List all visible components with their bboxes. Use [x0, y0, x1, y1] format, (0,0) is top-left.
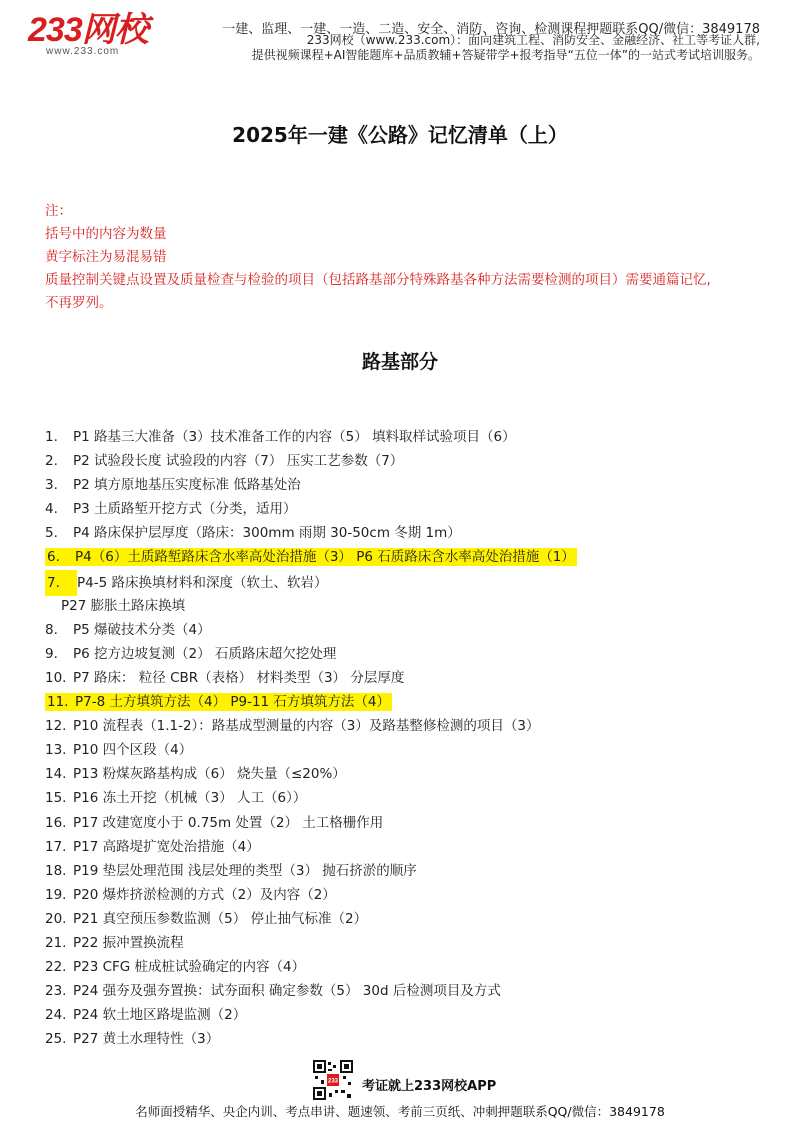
item-number: 17. [45, 838, 67, 855]
list-item [45, 786, 765, 810]
item-number: 8. [45, 621, 58, 638]
note-line: 不再罗列。 [45, 295, 113, 311]
list-item [45, 570, 765, 594]
list-item [45, 835, 765, 859]
logo [28, 12, 148, 60]
qr-logo: 233 [327, 1078, 339, 1085]
list-item [45, 1003, 765, 1027]
item-number: 7. [45, 570, 77, 596]
item-text: P2 填方原地基压实度标准 低路基处治 [73, 477, 301, 494]
item-number: 22. [45, 959, 67, 976]
section-title: 路基部分 [361, 351, 438, 373]
list-item [45, 449, 765, 473]
item-number: 14. [45, 766, 67, 783]
list-subitem [45, 594, 765, 618]
header-services-line: 提供视频课程+AI智能题库+品质教辅+答疑带学+报考指导“五位一体”的一站式考试培训服务。 [251, 48, 760, 62]
note-line: 括号中的内容为数量 [45, 226, 167, 242]
list-item [45, 714, 765, 738]
item-text: P22 振冲置换流程 [73, 934, 184, 951]
item-number: 13. [45, 742, 67, 759]
item-number: 25. [45, 1031, 67, 1048]
item-number: 1. [45, 429, 58, 445]
item-text: P6 挖方边坡复测（2） 石质路床超欠挖处理 [73, 645, 337, 662]
item-text: P19 垫层处理范围 浅层处理的类型（3） 抛石挤淤的顺序 [73, 862, 417, 879]
note-line: 质量控制关键点设置及质量检查与检验的项目（包括路基部分特殊路基各种方法需要检测的项目）需要通篇记忆, [45, 272, 711, 288]
list-item [45, 883, 765, 907]
item-text: P20 爆炸挤淤检测的方式（2）及内容（2） [73, 886, 336, 903]
item-text: P4-5 路床换填材料和深度（软土、软岩） [77, 574, 328, 591]
document-title: 2025年一建《公路》记忆清单（上） [232, 123, 568, 147]
list-item [45, 1027, 765, 1051]
item-text: P3 土质路堑开挖方式（分类，适用） [73, 501, 297, 518]
list-item [45, 738, 765, 762]
list-item [45, 931, 765, 955]
item-text: P23 CFG 桩成桩试验确定的内容（4） [73, 959, 306, 976]
item-number: 4. [45, 501, 58, 518]
list-item [45, 473, 765, 497]
item-text: P5 爆破技术分类（4） [73, 621, 211, 638]
list-item [45, 907, 765, 931]
item-text: P10 流程表（1.1-2）：路基成型测量的内容（3）及路基整修检测的项目（3） [73, 718, 540, 735]
qr-code-icon [313, 1060, 353, 1100]
header-contact-line: 一建、监理、一建、一造、二造、安全、消防、咨询、检测课程押题联系QQ/微信：3849178 [222, 22, 760, 37]
item-number: 11. [47, 694, 69, 711]
logo-url: www.233.com [46, 46, 120, 57]
item-number: 18. [45, 862, 67, 879]
item-text: P21 真空预压参数监测（5） 停止抽气标准（2） [73, 910, 368, 927]
note-line: 注： [45, 203, 72, 219]
item-text: P1 路基三大准备（3）技术准备工作的内容（5） 填料取样试验项目（6） [73, 429, 516, 445]
footer-app-text: 考证就上233网校APP [362, 1079, 497, 1094]
list-item [45, 497, 765, 521]
item-number: 19. [45, 886, 67, 903]
item-number: 9. [45, 645, 58, 662]
item-text: P13 粉煤灰路基构成（6） 烧失量（≤20%） [73, 766, 346, 783]
item-number: 23. [45, 983, 67, 1000]
item-number: 15. [45, 790, 67, 807]
item-number: 21. [45, 934, 67, 951]
header-intro-line: 233网校（www.233.com）：面向建筑工程、消防安全、金融经济、社工等考证人群, [306, 33, 760, 47]
item-number: 6. [47, 549, 60, 566]
memory-list [45, 425, 765, 1051]
item-number: 12. [45, 718, 67, 735]
item-text: P10 四个区段（4） [73, 742, 193, 759]
item-text: P4 路床保护层厚度（路床：300mm 雨期 30-50cm 冬期 1m） [73, 525, 461, 542]
item-text: P16 冻土开挖（机械（3） 人工（6）） [73, 790, 307, 807]
item-number: 5. [45, 525, 58, 542]
item-text: P2 试验段长度 试验段的内容（7） 压实工艺参数（7） [73, 453, 404, 470]
item-text: P17 改建宽度小于 0.75m 处置（2） 土工格栅作用 [73, 814, 384, 831]
list-item [45, 425, 765, 449]
footer-contact-line: 名师面授精华、央企内训、考点串讲、题速领、考前三页纸、冲刺押题联系QQ/微信：3849178 [135, 1104, 665, 1119]
item-text: P7-8 土方填筑方法（4） P9-11 石方填筑方法（4） [75, 694, 391, 711]
item-text: P24 软土地区路堤监测（2） [73, 1007, 247, 1024]
logo-text: 233网校 [28, 11, 148, 49]
list-item [45, 666, 765, 690]
list-item-highlighted [45, 545, 765, 569]
list-item [45, 618, 765, 642]
list-item-highlighted [45, 690, 765, 714]
list-item [45, 955, 765, 979]
notes-block [45, 200, 765, 315]
item-number: 3. [45, 477, 58, 494]
item-text: P27 膨胀土路床换填 [61, 597, 186, 614]
list-item [45, 979, 765, 1003]
list-item [45, 811, 765, 835]
item-text: P27 黄土水理特性（3） [73, 1031, 220, 1048]
item-number: 2. [45, 453, 58, 470]
item-number: 16. [45, 814, 67, 831]
item-text: P24 强夯及强夯置换：试夯面积 确定参数（5） 30d 后检测项目及方式 [73, 983, 501, 1000]
item-text: P7 路床： 粒径 CBR（表格） 材料类型（3） 分层厚度 [73, 669, 405, 686]
item-number: 24. [45, 1007, 67, 1024]
list-item [45, 642, 765, 666]
list-item [45, 859, 765, 883]
list-item [45, 762, 765, 786]
item-number: 10. [45, 669, 67, 686]
item-text: P4（6）土质路堑路床含水率高处治措施（3） P6 石质路床含水率高处治措施（1） [75, 549, 575, 566]
list-item [45, 521, 765, 545]
item-number: 20. [45, 910, 67, 927]
item-text: P17 高路堤扩宽处治措施（4） [73, 838, 260, 855]
note-line: 黄字标注为易混易错 [45, 249, 167, 265]
